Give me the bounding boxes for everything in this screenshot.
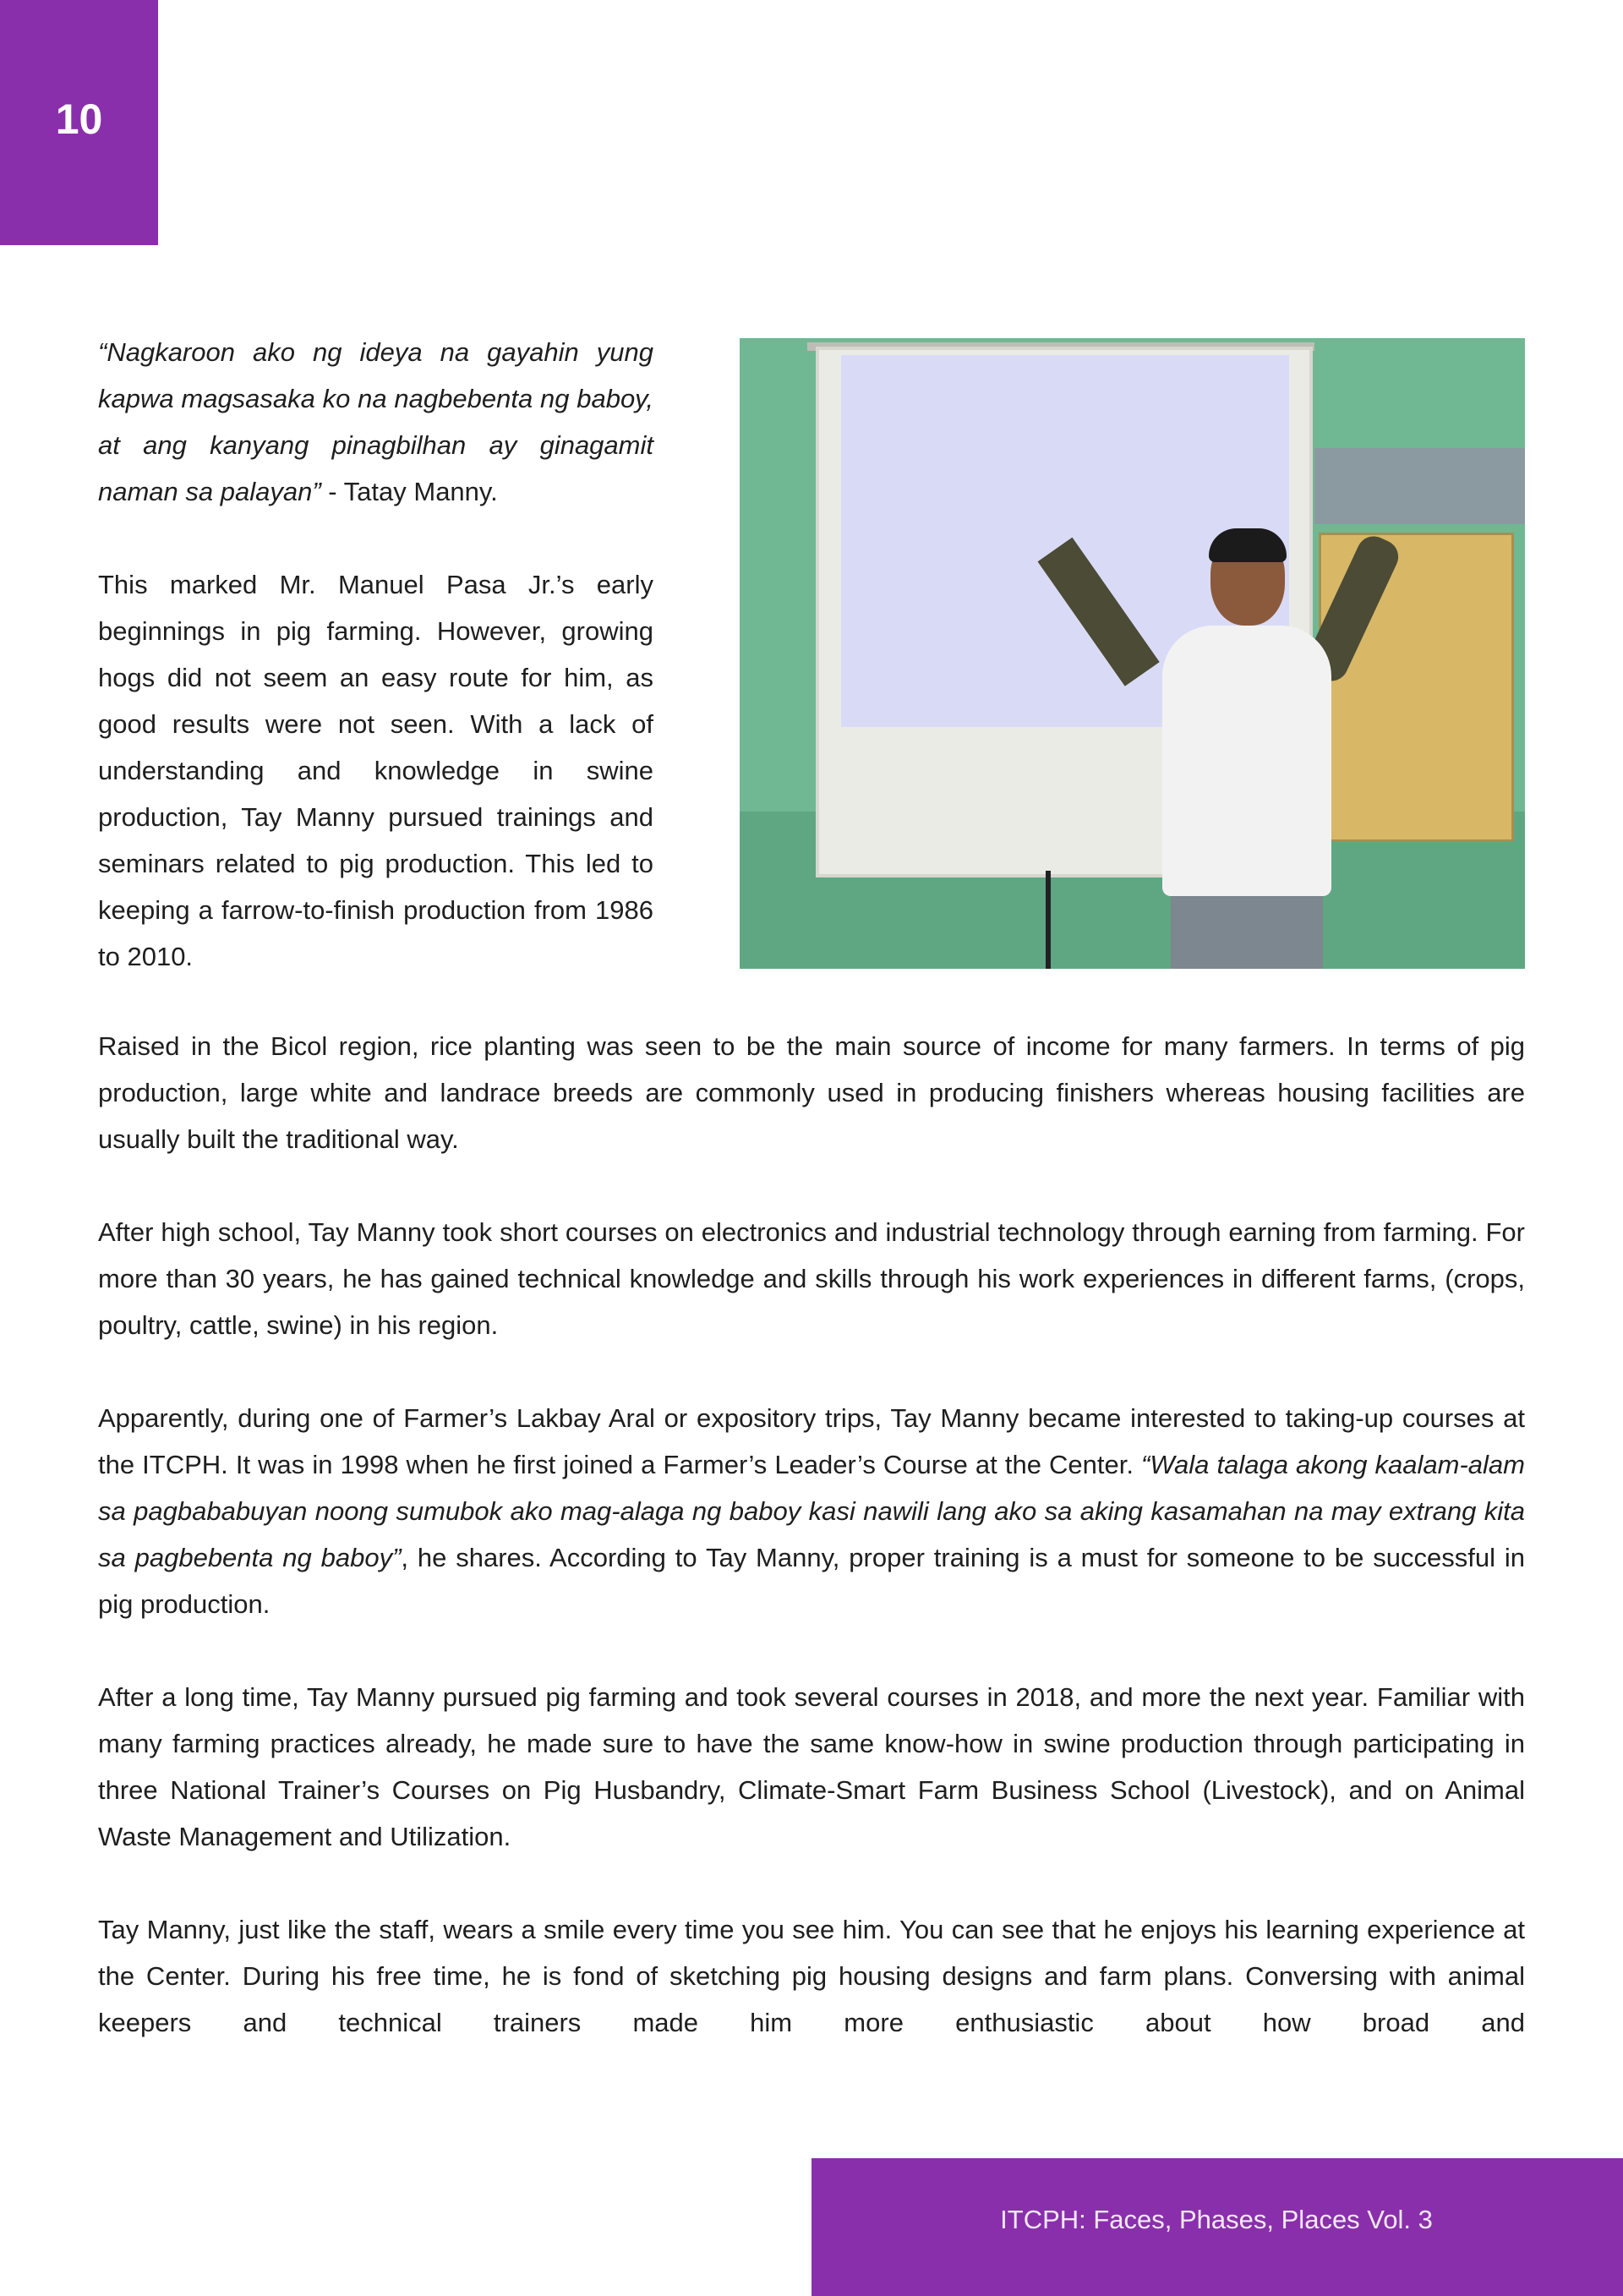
quote-attribution: - Tatay Manny. — [320, 477, 498, 506]
footer-banner — [812, 2158, 1623, 2296]
intro-paragraph: This marked Mr. Manuel Pasa Jr.’s early beginnings in pig farming. However, growing hogs did not seem an easy route for him, as good results were not seen. With a lack of understanding and knowledge in swine production, Tay Manny pursued trainings and seminars related to pig production. This led to keeping a farrow-to-finish production from 1986 to 2010. — [98, 570, 653, 971]
text: Apparently, during one of Farmer’s Lakbay Aral or expository trips, Tay Manny became interested to taking-up courses at the ITCPH. It was in 1998 when he first joined a Farmer’s Leader’s Course at the Center. — [98, 1403, 1525, 1479]
person-pants — [1171, 896, 1323, 969]
quote-text: “Wala talaga akong kaalam-alam sa pagbababuyan noong sumubok ako mag-alaga ng baboy kasi nawili lang ako sa aking kasamahan na may extrang kita sa pagbebenta ng baboy” — [98, 1450, 1525, 1572]
left-column — [98, 329, 653, 1026]
body-text — [98, 1023, 1525, 2092]
person-shirt — [1162, 626, 1331, 896]
text: , he shares. According to Tay Manny, proper training is a must for someone to be successful in pig production. — [98, 1543, 1525, 1619]
person-hair — [1209, 528, 1287, 562]
opening-quote — [98, 329, 653, 515]
paragraph: Tay Manny, just like the staff, wears a smile every time you see him. You can see that he enjoys his learning experience at the Center. During his free time, he is fond of sketching pig housing designs and farm plans. Conversing with animal keepers and technical trainers made him more enthusiastic about how broad and — [98, 1915, 1525, 2037]
page-number-box — [0, 0, 158, 245]
paragraph — [98, 1395, 1525, 1627]
screen-stand — [1046, 871, 1051, 969]
photo-tay-manny-presenting — [740, 338, 1525, 969]
paragraph: Raised in the Bicol region, rice planting was seen to be the main source of income for many farmers. In terms of pig production, large white and landrace breeds are commonly used in producing finishers whereas housing facilities are usually built the traditional way. — [98, 1031, 1525, 1154]
paragraph: After high school, Tay Manny took short courses on electronics and industrial technology through earning from farming. For more than 30 years, he has gained technical knowledge and skills through his work experiences in different farms, (crops, poultry, cattle, swine) in his region. — [98, 1217, 1525, 1340]
paragraph: After a long time, Tay Manny pursued pig farming and took several courses in 2018, and more the next year. Familiar with many farming practices already, he made sure to have the same know-how in swine production through participating in three National Trainer’s Courses on Pig Husbandry, Climate-Smart Farm Business School (Livestock), and on Animal Waste Management and Utilization. — [98, 1682, 1525, 1851]
publication-title: ITCPH: Faces, Phases, Places Vol. 3 — [1000, 2205, 1433, 2234]
quote-text: “Nagkaroon ako ng ideya na gayahin yung kapwa magsasaka ko na nagbebenta ng baboy, at ang kanyang pinagbilhan ay ginagamit naman sa palayan” — [98, 337, 653, 506]
window — [1314, 448, 1525, 524]
page-number: 10 — [55, 96, 103, 143]
